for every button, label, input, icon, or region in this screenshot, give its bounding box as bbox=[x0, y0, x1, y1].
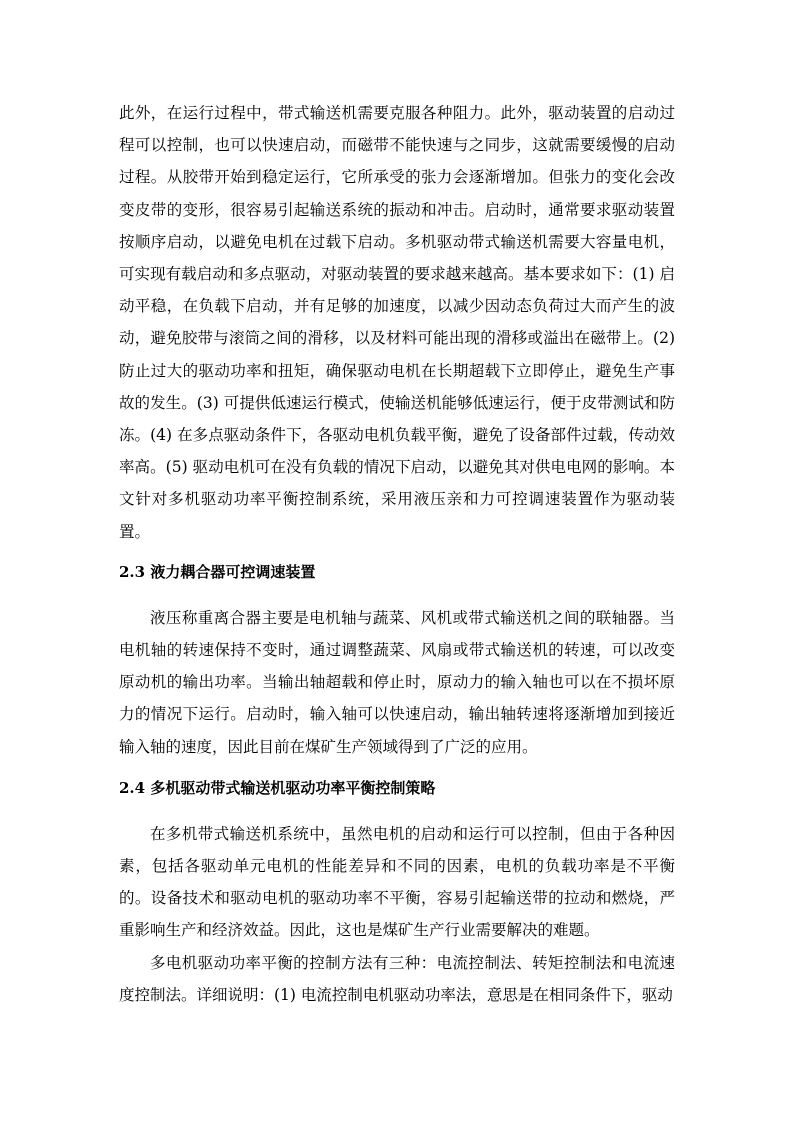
paragraph-control-methods: 多电机驱动功率平衡的控制方法有三种：电流控制法、转矩控制法和电流速度控制法。详细说明：(1) 电流控制电机驱动功率法，意思是在相同条件下，驱动 bbox=[119, 953, 675, 1004]
section-heading-2-3: 2.3 液力耦合器可控调速装置 bbox=[119, 562, 316, 581]
document-page bbox=[119, 97, 675, 1011]
paragraph-power-imbalance: 在多机带式输送机系统中，虽然电机的启动和运行可以控制，但由于各种因素，包括各驱动单元电机的性能差异和不同的因素，电机的负载功率是不平衡的。设备技术和驱动电机的驱动功率不平衡，容易引起输送带的拉动和燃烧，严重影响生产和经济效益。因此，这也是煤矿生产行业需要解决的难题。 bbox=[119, 824, 675, 940]
paragraph-drive-requirements: 此外，在运行过程中，带式输送机需要克服各种阻力。此外，驱动装置的启动过程可以控制，也可以快速启动，而磁带不能快速与之同步，这就需要缓慢的启动过程。从胶带开始到稳定运行，它所承受的张力会逐渐增加。但张力的变化会改变皮带的变形，很容易引起输送系统的振动和冲击。启动时，通常要求驱动装置按顺序启动，以避免电机在过载下启动。多机驱动带式输送机需要大容量电机，可实现有载启动和多点驱动，对驱动装置的要求越来越高。基本要求如下：(1) 启动平稳，在负载下启动，并有足够的加速度，以减少因动态负荷过大而产生的波动，避免胶带与滚筒之间的滑移，以及材料可能出现的滑移或溢出在磁带上。(2) 防止过大的驱动功率和扭矩，确保驱动电机在长期超载下立即停止，避免生产事故的发生。(3) 可提供低速运行模式，使输送机能够低速运行，便于皮带测试和防冻。(4) 在多点驱动条件下，各驱动电机负载平衡，避免了设备部件过载，传动效率高。(5) 驱动电机可在没有负载的情况下启动，以避免其对供电电网的影响。本文针对多机驱动功率平衡控制系统，采用液压亲和力可控调速装置作为驱动装置。 bbox=[119, 104, 675, 541]
section-heading-2-4: 2.4 多机驱动带式输送机驱动功率平衡控制策略 bbox=[119, 778, 436, 797]
paragraph-hydraulic-coupler: 液压称重离合器主要是电机轴与蔬菜、风机或带式输送机之间的联轴器。当电机轴的转速保持不变时，通过调整蔬菜、风扇或带式输送机的转速，可以改变原动机的输出功率。当输出轴超载和停止时，原动力的输入轴也可以在不损坏原力的情况下运行。启动时，输入轴可以快速启动，输出轴转速将逐渐增加到接近输入轴的速度，因此目前在煤矿生产领域得到了广泛的应用。 bbox=[119, 608, 675, 756]
